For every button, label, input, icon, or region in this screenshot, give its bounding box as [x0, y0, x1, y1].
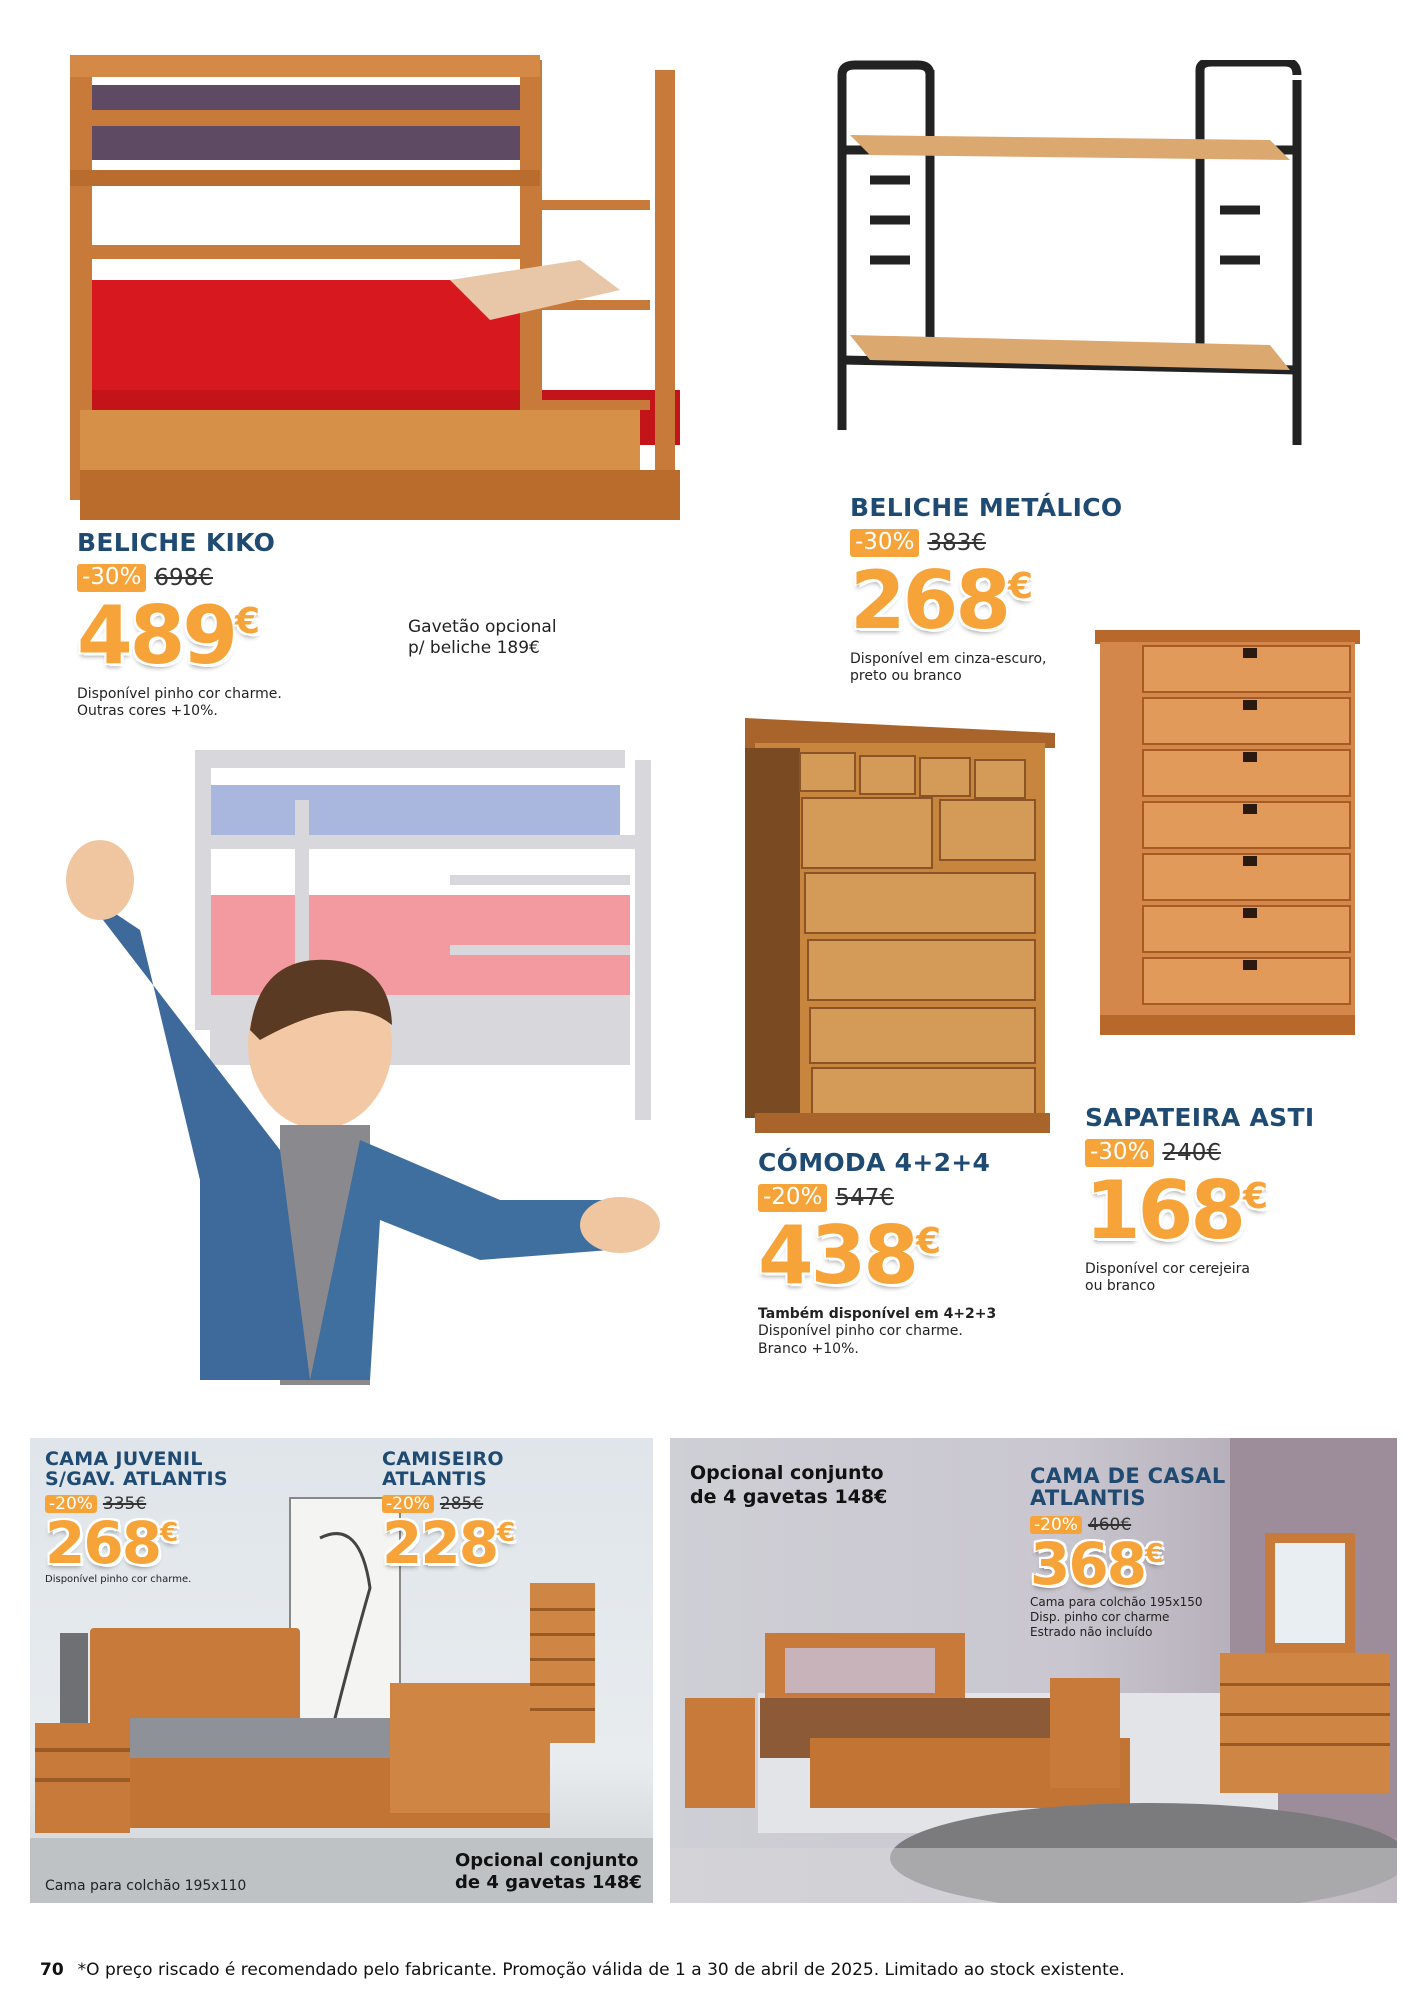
- juvenil-title: CAMA JUVENIL S/GAV. ATLANTIS: [45, 1448, 228, 1490]
- kiko-price-row: [77, 564, 282, 591]
- metal-bunk-bed-image: [830, 60, 1320, 490]
- kiko-old-price: 698€: [154, 564, 213, 591]
- comoda-note: Também disponível em 4+2+3 Disponível pinho cor charme. Branco +10%.: [758, 1305, 997, 1357]
- comoda-dresser-image: [740, 718, 1060, 1138]
- casal-info: [1030, 1465, 1226, 1640]
- comoda-title: CÓMODA 4+2+4: [758, 1148, 991, 1177]
- kiko-info: [77, 530, 282, 721]
- juvenil-note: Disponível pinho cor charme.: [45, 1573, 192, 1585]
- casal-old-price: 460€: [1087, 1515, 1132, 1536]
- casal-price: 368€: [1030, 1530, 1164, 1599]
- sapateira-cabinet-image: [1095, 630, 1360, 1040]
- metalico-info: [850, 495, 1122, 686]
- metalico-old-price: 383€: [927, 529, 986, 556]
- sapateira-price-row: [1085, 1139, 1314, 1166]
- sapateira-info: [1085, 1105, 1314, 1296]
- casal-title: CAMA DE CASAL ATLANTIS: [1030, 1464, 1226, 1511]
- comoda-info: [758, 1150, 996, 1358]
- kiko-discount-badge: -30%: [77, 564, 146, 591]
- camiseiro-old-price: 285€: [439, 1493, 484, 1514]
- juvenil-caption: Cama para colchão 195x110: [45, 1878, 247, 1894]
- casal-note: Cama para colchão 195x150 Disp. pinho cor charme Estrado não incluído: [1030, 1595, 1203, 1640]
- kiko-optional-drawer: Gavetão opcional p/ beliche 189€: [408, 617, 557, 659]
- footer-disclaimer: *O preço riscado é recomendado pelo fabricante. Promoção válida de 1 a 30 de abril de 2025. Limitado ao stock existente.: [77, 1960, 1125, 1980]
- kiko-price: 489€: [77, 588, 261, 682]
- comoda-discount-badge: -20%: [758, 1184, 827, 1211]
- casal-discount-badge: -20%: [1030, 1516, 1082, 1535]
- camiseiro-info: [382, 1448, 516, 1577]
- casal-optional: Opcional conjunto de 4 gavetas 148€: [690, 1462, 888, 1508]
- camiseiro-optional: Opcional conjunto de 4 gavetas 148€: [455, 1850, 642, 1893]
- boy-image: [20, 820, 660, 1400]
- page-footer: [40, 1960, 1125, 1980]
- sapateira-title: SAPATEIRA ASTI: [1085, 1103, 1315, 1132]
- metalico-discount-badge: -30%: [850, 529, 919, 556]
- sapateira-old-price: 240€: [1162, 1139, 1221, 1166]
- kiko-title: BELICHE KIKO: [77, 528, 276, 557]
- kiko-bunk-bed-image: [60, 50, 700, 580]
- camiseiro-discount-badge: -20%: [382, 1495, 434, 1514]
- sapateira-price: 168€: [1085, 1163, 1269, 1257]
- comoda-price-row: [758, 1184, 996, 1211]
- sapateira-discount-badge: -30%: [1085, 1139, 1154, 1166]
- comoda-price: 438€: [758, 1208, 942, 1302]
- metalico-price-row: [850, 529, 1122, 556]
- juvenil-old-price: 335€: [102, 1493, 147, 1514]
- juvenil-discount-badge: -20%: [45, 1495, 97, 1514]
- metalico-title: BELICHE METÁLICO: [850, 493, 1123, 522]
- camiseiro-title: CAMISEIRO ATLANTIS: [382, 1448, 504, 1490]
- metalico-price: 268€: [850, 553, 1034, 647]
- kiko-note: Disponível pinho cor charme. Outras cores +10%.: [77, 685, 282, 720]
- sapateira-note: Disponível cor cerejeira ou branco: [1085, 1260, 1250, 1295]
- juvenil-price: 268€: [45, 1508, 179, 1577]
- comoda-old-price: 547€: [835, 1184, 894, 1211]
- camiseiro-price: 228€: [382, 1508, 516, 1577]
- metalico-note: Disponível em cinza-escuro, preto ou branco: [850, 650, 1047, 685]
- page-number: 70: [40, 1960, 64, 1980]
- juvenil-info: [45, 1450, 228, 1586]
